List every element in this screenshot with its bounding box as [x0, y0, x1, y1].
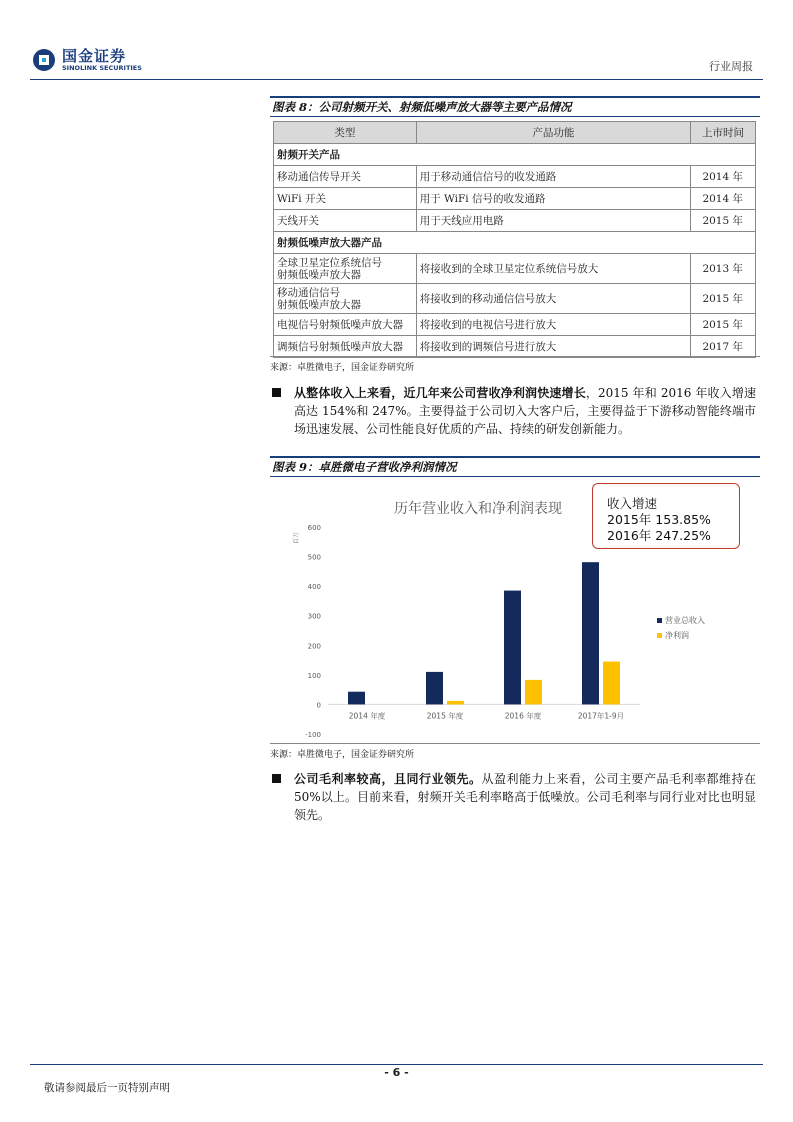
footer-divider — [30, 1064, 763, 1065]
product-function: 用于移动通信信号的收发通路 — [416, 166, 690, 188]
product-function: 将接收到的全球卫星定位系统信号放大 — [416, 254, 690, 284]
product-table — [273, 121, 756, 358]
header-divider — [30, 79, 763, 80]
product-type: WiFi 开关 — [274, 188, 417, 210]
product-function: 用于 WiFi 信号的收发通路 — [416, 188, 690, 210]
paragraph-text — [294, 384, 756, 438]
x-tick-label: 2015 年度 — [426, 711, 464, 721]
group-label: 射频开关产品 — [274, 144, 756, 166]
logo-english-name: SINOLINK SECURITIES — [62, 64, 142, 72]
legend-swatch — [657, 633, 662, 638]
report-type: 行业周报 — [709, 60, 753, 73]
x-tick-label: 2016 年度 — [504, 711, 542, 721]
product-type: 移动通信传导开关 — [274, 166, 417, 188]
table-row — [274, 188, 756, 210]
callout-title: 收入增速 — [607, 496, 658, 511]
table-row — [274, 284, 756, 314]
bar-revenue — [582, 562, 599, 704]
product-function: 将接收到的电视信号进行放大 — [416, 314, 690, 336]
y-tick-label: 600 — [307, 524, 321, 532]
y-tick-label: 200 — [307, 642, 321, 651]
y-tick-label: 100 — [307, 671, 321, 680]
paragraph-gross-margin — [270, 770, 760, 824]
legend-label: 净利润 — [665, 631, 689, 640]
table-row — [274, 336, 756, 358]
column-header: 上市时间 — [691, 122, 756, 144]
product-type: 电视信号射频低噪声放大器 — [274, 314, 417, 336]
figure9-source-rule — [270, 743, 760, 744]
legend-label: 营业总收入 — [665, 616, 705, 625]
bar-net-profit — [603, 662, 620, 705]
product-function: 用于天线应用电路 — [416, 210, 690, 232]
callout-line-2015: 2015年 153.85% — [607, 512, 711, 527]
x-tick-label: 2014 年度 — [348, 711, 386, 721]
figure8-title-underline — [270, 116, 760, 117]
bar-net-profit — [447, 701, 464, 705]
product-type-line: 射频低噪声放大器 — [277, 268, 361, 281]
logo-chinese-name: 国金证券 — [62, 47, 127, 65]
paragraph-lead: 从整体收入上来看，近几年来公司营收净利润快速增长 — [294, 386, 586, 400]
figure8-source-rule — [270, 356, 760, 357]
column-header: 类型 — [274, 122, 417, 144]
paragraph-revenue-growth — [270, 384, 760, 450]
figure8-title: 图表 8：公司射频开关、射频低噪声放大器等主要产品情况 — [272, 100, 572, 114]
y-tick-label: 500 — [307, 553, 321, 562]
figure8-source: 来源：卓胜微电子，国金证券研究所 — [270, 363, 415, 373]
y-tick-label: 400 — [307, 583, 321, 592]
legend-swatch — [657, 618, 662, 623]
page-header — [30, 44, 763, 80]
table-header-row — [274, 122, 756, 144]
chart-y-axis-unit: 百万 — [293, 531, 300, 545]
product-function: 将接收到的调频信号进行放大 — [416, 336, 690, 358]
paragraph-body: 从盈利能力上来看，公司主要产品毛利率都维持在 50%以上。目前来看，射频开关毛利率略高于低噪放。公司毛利率与同行业对比也明显领先。 — [294, 772, 756, 822]
launch-year: 2014 年 — [691, 188, 756, 210]
launch-year: 2015 年 — [691, 314, 756, 336]
product-type — [274, 254, 417, 284]
y-tick-label: 0 — [316, 701, 321, 710]
paragraph-text — [294, 770, 756, 824]
launch-year: 2013 年 — [691, 254, 756, 284]
table-row — [274, 254, 756, 284]
paragraph-body: ，2015 年和 2016 年收入增速高达 154%和 247%。主要得益于公司切入大客户后，主要得益于下游移动智能终端市场迅速发展、公司性能良好优质的产品、持续的研发创新能力。 — [294, 386, 756, 436]
company-logo — [30, 44, 150, 76]
callout-line-2016: 2016年 247.25% — [607, 528, 711, 543]
launch-year: 2015 年 — [691, 210, 756, 232]
column-header: 产品功能 — [416, 122, 690, 144]
group-label: 射频低噪声放大器产品 — [274, 232, 756, 254]
product-type-line: 移动通信信号 — [277, 286, 340, 299]
table-group-row — [274, 144, 756, 166]
bullet-square-icon — [272, 774, 281, 783]
product-type-line: 全球卫星定位系统信号 — [277, 256, 382, 269]
product-type-line: 射频低噪声放大器 — [277, 298, 361, 311]
table-row — [274, 166, 756, 188]
bar-revenue — [504, 591, 521, 705]
chart-title: 历年营业收入和净利润表现 — [394, 501, 562, 517]
bar-revenue — [426, 672, 443, 705]
product-function: 将接收到的移动通信信号放大 — [416, 284, 690, 314]
bullet-square-icon — [272, 388, 281, 397]
figure9-source: 来源：卓胜微电子，国金证券研究所 — [270, 750, 415, 760]
launch-year: 2017 年 — [691, 336, 756, 358]
product-type: 调频信号射频低噪声放大器 — [274, 336, 417, 358]
disclaimer: 敬请参阅最后一页特别声明 — [44, 1082, 170, 1094]
product-type: 天线开关 — [274, 210, 417, 232]
table-group-row — [274, 232, 756, 254]
bar-net-profit — [525, 680, 542, 705]
sinolink-logo-icon — [32, 48, 56, 72]
launch-year: 2014 年 — [691, 166, 756, 188]
table-row — [274, 210, 756, 232]
product-type — [274, 284, 417, 314]
y-tick-label: -100 — [305, 731, 321, 739]
table-row — [274, 314, 756, 336]
page-number: - 6 - — [384, 1066, 409, 1079]
launch-year: 2015 年 — [691, 284, 756, 314]
figure9-title: 图表 9：卓胜微电子营收净利润情况 — [272, 460, 457, 474]
x-tick-label: 2017年1-9月 — [577, 711, 625, 721]
y-tick-label: 300 — [307, 612, 321, 621]
paragraph-lead: 公司毛利率较高，且同行业领先。 — [294, 772, 482, 786]
growth-callout — [592, 483, 740, 549]
bar-revenue — [348, 692, 365, 705]
figure9-title-underline — [270, 476, 760, 477]
